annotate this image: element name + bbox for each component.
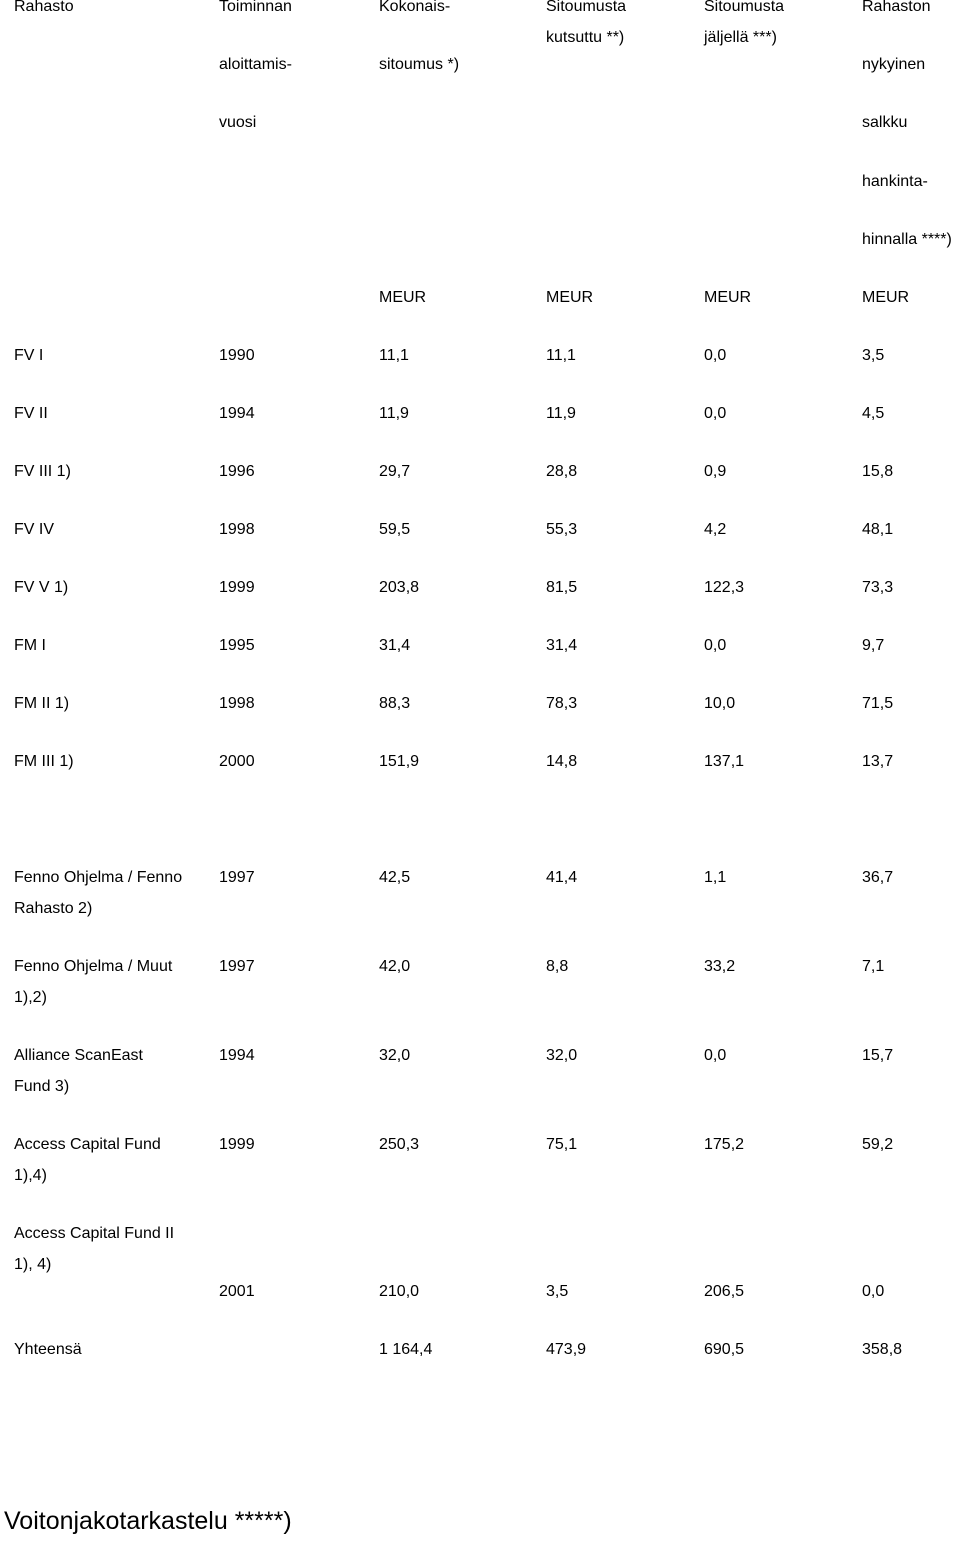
row-total: 210,0 bbox=[379, 1283, 420, 1300]
row-called: 31,4 bbox=[546, 637, 578, 654]
row-year: 2000 bbox=[219, 753, 255, 770]
header-remaining-line2: jäljellä ***) bbox=[704, 29, 777, 46]
header-called-line2: kutsuttu **) bbox=[546, 29, 625, 46]
row-total: 250,3 bbox=[379, 1136, 420, 1153]
row-name: FV I bbox=[14, 347, 44, 364]
row-year: 2001 bbox=[219, 1283, 255, 1300]
row-called: 81,5 bbox=[546, 579, 578, 596]
row-portfolio: 9,7 bbox=[862, 637, 885, 654]
row-remaining: 0,0 bbox=[704, 637, 727, 654]
row-total: 42,5 bbox=[379, 869, 411, 886]
row-name-line2: Rahasto 2) bbox=[14, 900, 93, 917]
total-row-label: Yhteensä bbox=[14, 1341, 82, 1358]
row-remaining: 1,1 bbox=[704, 869, 727, 886]
section-heading: Voitonjakotarkastelu *****) bbox=[4, 1507, 292, 1535]
row-year: 1999 bbox=[219, 1136, 255, 1153]
header-remaining-unit: MEUR bbox=[704, 289, 752, 306]
row-called: 11,1 bbox=[546, 347, 576, 364]
row-remaining: 175,2 bbox=[704, 1136, 745, 1153]
row-name-line1: Fenno Ohjelma / Muut bbox=[14, 958, 173, 975]
header-total-line2: sitoumus *) bbox=[379, 56, 460, 73]
row-called: 32,0 bbox=[546, 1047, 578, 1064]
row-total: 203,8 bbox=[379, 579, 420, 596]
row-remaining: 0,0 bbox=[704, 347, 727, 364]
row-name-line1: Fenno Ohjelma / Fenno bbox=[14, 869, 183, 886]
row-remaining: 4,2 bbox=[704, 521, 727, 538]
header-total-line1: Kokonais- bbox=[379, 0, 451, 15]
row-year: 1996 bbox=[219, 463, 255, 480]
row-total: 11,9 bbox=[379, 405, 409, 422]
row-called: 8,8 bbox=[546, 958, 569, 975]
header-portfolio-line5: hinnalla ****) bbox=[862, 231, 952, 248]
row-portfolio: 4,5 bbox=[862, 405, 885, 422]
row-total: 29,7 bbox=[379, 463, 411, 480]
row-remaining: 137,1 bbox=[704, 753, 745, 770]
row-total: 32,0 bbox=[379, 1047, 411, 1064]
header-called-unit: MEUR bbox=[546, 289, 594, 306]
row-total: 59,5 bbox=[379, 521, 411, 538]
row-called: 78,3 bbox=[546, 695, 578, 712]
row-portfolio: 15,7 bbox=[862, 1047, 894, 1064]
row-total: 42,0 bbox=[379, 958, 411, 975]
row-called: 3,5 bbox=[546, 1283, 569, 1300]
row-portfolio: 7,1 bbox=[862, 958, 885, 975]
row-name-line2: 1),2) bbox=[14, 989, 47, 1006]
row-called: 55,3 bbox=[546, 521, 578, 538]
row-remaining: 122,3 bbox=[704, 579, 745, 596]
row-remaining: 0,0 bbox=[704, 405, 727, 422]
header-portfolio-unit: MEUR bbox=[862, 289, 910, 306]
row-name-line1: Access Capital Fund bbox=[14, 1136, 161, 1153]
row-year: 1997 bbox=[219, 958, 255, 975]
row-total: 88,3 bbox=[379, 695, 411, 712]
row-total: 11,1 bbox=[379, 347, 409, 364]
total-row-total: 1 164,4 bbox=[379, 1341, 433, 1358]
row-name-line1: Alliance ScanEast bbox=[14, 1047, 143, 1064]
row-remaining: 0,9 bbox=[704, 463, 727, 480]
row-year: 1994 bbox=[219, 1047, 255, 1064]
row-year: 1999 bbox=[219, 579, 255, 596]
header-portfolio-line3: salkku bbox=[862, 114, 908, 131]
row-name-line2: 1),4) bbox=[14, 1167, 47, 1184]
row-name: FV IV bbox=[14, 521, 55, 538]
row-portfolio: 48,1 bbox=[862, 521, 894, 538]
row-remaining: 206,5 bbox=[704, 1283, 745, 1300]
row-portfolio: 71,5 bbox=[862, 695, 894, 712]
row-remaining: 33,2 bbox=[704, 958, 736, 975]
row-portfolio: 0,0 bbox=[862, 1283, 885, 1300]
header-portfolio-line1: Rahaston bbox=[862, 0, 931, 15]
row-name: FM II 1) bbox=[14, 695, 70, 712]
row-portfolio: 15,8 bbox=[862, 463, 894, 480]
row-portfolio: 73,3 bbox=[862, 579, 894, 596]
row-name: FV V 1) bbox=[14, 579, 69, 596]
row-remaining: 0,0 bbox=[704, 1047, 727, 1064]
row-name: FM III 1) bbox=[14, 753, 74, 770]
row-called: 41,4 bbox=[546, 869, 578, 886]
header-rahasto: Rahasto bbox=[14, 0, 74, 15]
header-total-unit: MEUR bbox=[379, 289, 427, 306]
row-year: 1998 bbox=[219, 695, 255, 712]
row-name-line2: 1), 4) bbox=[14, 1256, 52, 1273]
row-remaining: 10,0 bbox=[704, 695, 736, 712]
row-name-line2: Fund 3) bbox=[14, 1078, 70, 1095]
row-total: 31,4 bbox=[379, 637, 411, 654]
row-year: 1998 bbox=[219, 521, 255, 538]
header-remaining-line1: Sitoumusta bbox=[704, 0, 785, 15]
row-name: FM I bbox=[14, 637, 46, 654]
header-year-line2: aloittamis- bbox=[219, 56, 292, 73]
header-portfolio-line4: hankinta- bbox=[862, 173, 928, 190]
row-year: 1997 bbox=[219, 869, 255, 886]
row-portfolio: 59,2 bbox=[862, 1136, 894, 1153]
header-portfolio-line2: nykyinen bbox=[862, 56, 926, 73]
total-row-called: 473,9 bbox=[546, 1341, 587, 1358]
row-portfolio: 36,7 bbox=[862, 869, 894, 886]
row-portfolio: 3,5 bbox=[862, 347, 885, 364]
total-row-portfolio: 358,8 bbox=[862, 1341, 903, 1358]
row-name: FV II bbox=[14, 405, 48, 422]
row-called: 28,8 bbox=[546, 463, 578, 480]
row-year: 1990 bbox=[219, 347, 255, 364]
row-name: FV III 1) bbox=[14, 463, 71, 480]
row-called: 11,9 bbox=[546, 405, 576, 422]
row-called: 14,8 bbox=[546, 753, 578, 770]
row-year: 1994 bbox=[219, 405, 255, 422]
header-year-line3: vuosi bbox=[219, 114, 257, 131]
header-called-line1: Sitoumusta bbox=[546, 0, 627, 15]
row-name-line1: Access Capital Fund II bbox=[14, 1225, 175, 1242]
row-called: 75,1 bbox=[546, 1136, 578, 1153]
row-year: 1995 bbox=[219, 637, 255, 654]
row-portfolio: 13,7 bbox=[862, 753, 894, 770]
row-total: 151,9 bbox=[379, 753, 420, 770]
header-year-line1: Toiminnan bbox=[219, 0, 292, 15]
total-row-remaining: 690,5 bbox=[704, 1341, 745, 1358]
